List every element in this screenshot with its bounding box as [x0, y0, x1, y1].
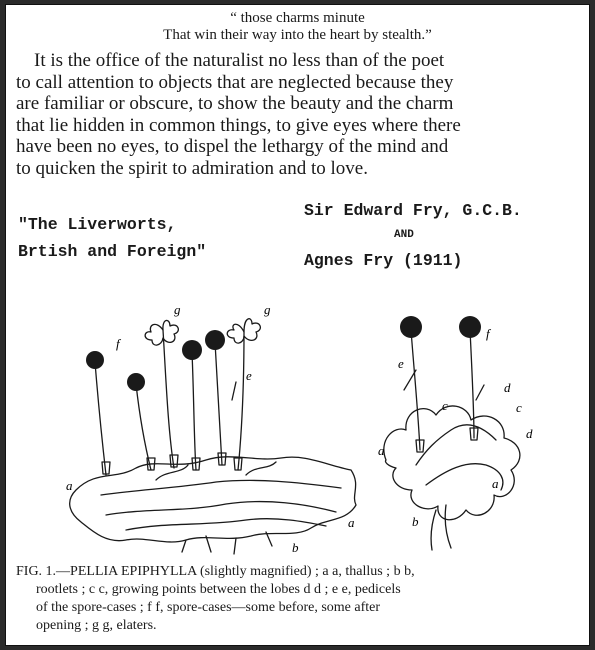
label-d: d: [526, 426, 533, 441]
label-a: a: [378, 443, 385, 458]
label-a: a: [492, 476, 499, 491]
epigraph-line-2: That win their way into the heart by stealth.”: [163, 27, 432, 43]
label-c: c: [442, 398, 448, 413]
caption-line: FIG. 1.—PELLIA EPIPHYLLA (slightly magnified) ; a a, thallus ; b b,: [16, 564, 415, 579]
author-1: Sir Edward Fry, G.C.B.: [304, 201, 522, 220]
passage-line: have been no eyes, to dispel the lethargy of the mind and: [16, 136, 449, 157]
right-thallus: [384, 406, 520, 520]
caption-line: rootlets ; c c, growing points between the lobes d d ; e e, pedicels: [36, 582, 401, 597]
spore-case: [205, 330, 225, 350]
pedicel: [215, 342, 222, 465]
spore-case: [400, 316, 422, 338]
epigraph-line-1: “ those charms minute: [230, 10, 365, 26]
pedicel: [192, 352, 196, 470]
label-a: a: [66, 478, 73, 493]
spore-case: [86, 351, 104, 369]
label-g: g: [174, 302, 181, 317]
passage-line: to quicken the spirit to admiration and to love.: [16, 157, 368, 179]
spore-case: [127, 373, 145, 391]
pedicel: [95, 362, 106, 475]
book-title-line-2: Brtish and Foreign": [18, 242, 207, 261]
label-e: e: [398, 356, 404, 371]
label-b: b: [412, 514, 419, 529]
caption-line: of the spore-cases ; f f, spore-cases—some before, some after: [36, 600, 381, 615]
pedicel: [411, 330, 420, 450]
passage-line: that lie hidden in common things, to give eyes where there: [16, 114, 461, 136]
pedicel: [163, 330, 174, 468]
pedicel: [238, 332, 244, 470]
label-b: b: [292, 540, 299, 555]
book-title-line-1: "The Liverworts,: [18, 215, 177, 234]
elater-flower: [145, 320, 178, 345]
pellia-illustration: [6, 290, 589, 560]
label-d: d: [504, 380, 511, 395]
pedicel: [470, 330, 474, 438]
passage-line: to call attention to objects that are neglected because they: [16, 71, 454, 93]
label-e: e: [246, 368, 252, 383]
book-page: [5, 4, 590, 646]
passage-line: are familiar or obscure, to show the beauty and the charm: [16, 93, 454, 114]
label-f: f: [486, 326, 490, 341]
author-conjunction: AND: [394, 229, 414, 241]
caption-line: opening ; g g, elaters.: [36, 618, 157, 633]
passage: [16, 50, 586, 179]
label-g: g: [264, 302, 271, 317]
label-f: f: [116, 336, 120, 351]
left-thallus: [70, 457, 356, 542]
figure-caption: [16, 563, 586, 635]
label-c: c: [516, 400, 522, 415]
author-2: Agnes Fry (1911): [304, 251, 463, 270]
spore-case: [459, 316, 481, 338]
passage-line: It is the office of the naturalist no less than of the poet: [34, 50, 445, 71]
spore-case: [182, 340, 202, 360]
pedicel: [136, 384, 151, 470]
label-a: a: [348, 515, 355, 530]
elater-flower: [227, 319, 260, 343]
